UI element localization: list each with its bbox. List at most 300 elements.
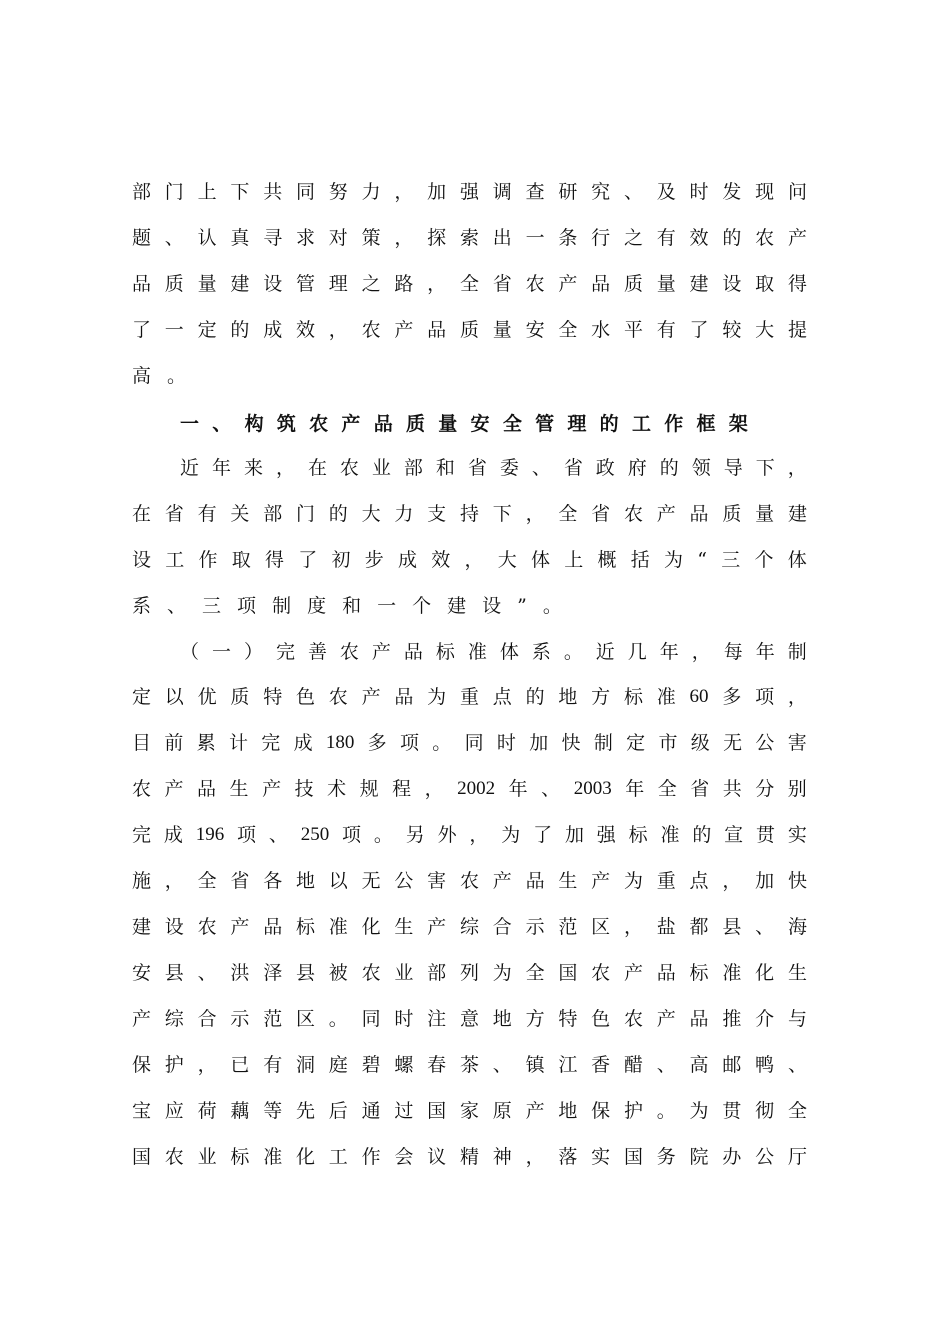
text-glyph: 术 [327, 778, 347, 800]
text-glyph: 以 [328, 870, 348, 892]
text-glyph: 生 [229, 778, 249, 800]
text-glyph: 准 [660, 824, 680, 846]
text-glyph: ， [164, 870, 184, 892]
text-glyph: 保 [132, 1054, 152, 1076]
text-glyph: 现 [755, 181, 775, 203]
body-text-line [132, 591, 807, 621]
text-glyph: 2003 [573, 778, 612, 799]
text-glyph: 较 [722, 319, 742, 341]
text-glyph: 强 [596, 824, 616, 846]
text-glyph: ， [427, 273, 447, 295]
text-glyph: 制 [272, 595, 292, 617]
text-glyph: 筑 [276, 412, 296, 435]
text-glyph: 农 [309, 412, 329, 435]
text-glyph: 认 [197, 227, 217, 249]
text-glyph: 大 [497, 549, 517, 571]
text-glyph: 化 [755, 962, 775, 984]
text-glyph: 农 [459, 870, 479, 892]
text-glyph: 为 [664, 549, 684, 571]
text-glyph: 部 [263, 503, 283, 525]
text-glyph: 实 [591, 1146, 611, 1168]
text-glyph: 先 [295, 1100, 315, 1122]
text-glyph: 查 [525, 181, 545, 203]
text-glyph: 产 [361, 686, 381, 708]
text-glyph: 门 [164, 181, 184, 203]
text-glyph: 力 [394, 503, 414, 525]
text-glyph: 螺 [394, 1054, 414, 1076]
text-glyph: 别 [787, 778, 807, 800]
text-glyph: 产 [341, 412, 361, 435]
text-glyph: 每 [723, 641, 743, 663]
text-glyph: 成 [398, 549, 418, 571]
text-glyph: ， [787, 457, 807, 479]
text-glyph: 求 [295, 227, 315, 249]
text-glyph: 地 [295, 870, 315, 892]
text-glyph: 原 [492, 1100, 512, 1122]
text-glyph: 被 [328, 962, 348, 984]
text-glyph: 高 [689, 1054, 709, 1076]
text-glyph: 农 [623, 503, 643, 525]
text-glyph: 探 [427, 227, 447, 249]
text-glyph: 和 [435, 457, 455, 479]
text-glyph: 生 [787, 962, 807, 984]
text-glyph: 成 [263, 319, 283, 341]
text-glyph: 标 [623, 686, 643, 708]
text-glyph: 落 [558, 1146, 578, 1168]
text-glyph: 产 [164, 778, 184, 800]
text-glyph: 品 [525, 870, 545, 892]
text-glyph: 个 [412, 595, 432, 617]
text-glyph: 国 [427, 1100, 447, 1122]
text-glyph: 意 [459, 1008, 479, 1030]
text-glyph: 庭 [328, 1054, 348, 1076]
text-glyph: 下 [230, 181, 250, 203]
text-glyph: 综 [164, 1008, 184, 1030]
text-glyph: 一 [164, 319, 184, 341]
text-glyph: 推 [722, 1008, 742, 1030]
text-glyph: 效 [295, 319, 315, 341]
text-glyph: 2002 [457, 778, 496, 799]
text-glyph: 各 [263, 870, 283, 892]
text-glyph: 定 [626, 732, 646, 754]
text-glyph: ， [525, 1146, 545, 1168]
text-glyph: 理 [328, 273, 348, 295]
text-glyph: ， [424, 778, 444, 800]
text-glyph: ， [464, 549, 484, 571]
text-glyph: 、 [212, 412, 232, 435]
text-glyph: 质 [459, 319, 479, 341]
text-glyph: 综 [459, 916, 479, 938]
text-glyph: 为 [623, 870, 643, 892]
text-glyph: 工 [631, 412, 651, 435]
text-glyph: 品 [403, 641, 423, 663]
text-glyph: 邮 [722, 1054, 742, 1076]
text-glyph: 神 [492, 1146, 512, 1168]
text-glyph: 介 [755, 1008, 775, 1030]
text-glyph: 管 [535, 412, 555, 435]
text-glyph: 地 [558, 686, 578, 708]
text-glyph: 家 [459, 1100, 479, 1122]
text-glyph: 之 [623, 227, 643, 249]
body-text-line [132, 1096, 807, 1126]
text-glyph: 力 [361, 181, 381, 203]
text-glyph: 公 [755, 1146, 775, 1168]
text-glyph: 快 [787, 870, 807, 892]
text-glyph: ， [197, 1054, 217, 1076]
text-glyph: ” [517, 595, 527, 617]
text-glyph: 全 [657, 778, 677, 800]
text-glyph: 、 [531, 457, 551, 479]
text-glyph: 下 [755, 457, 775, 479]
text-glyph: 国 [558, 962, 578, 984]
text-glyph: 设 [164, 916, 184, 938]
text-glyph: 效 [689, 227, 709, 249]
text-glyph: 产 [132, 1008, 152, 1030]
text-glyph: 善 [307, 641, 327, 663]
text-glyph: 制 [593, 732, 613, 754]
text-glyph: 品 [591, 273, 611, 295]
text-glyph: 体 [499, 641, 519, 663]
text-glyph: 农 [361, 319, 381, 341]
text-glyph: ， [787, 686, 807, 708]
text-glyph: 产 [623, 962, 643, 984]
text-glyph: 一 [180, 412, 200, 435]
text-glyph: 水 [591, 319, 611, 341]
text-glyph: 、 [167, 595, 187, 617]
text-glyph: 为 [492, 962, 512, 984]
text-glyph: 部 [403, 457, 423, 479]
text-glyph: 重 [656, 870, 676, 892]
text-glyph: 品 [263, 916, 283, 938]
text-glyph: 量 [197, 273, 217, 295]
text-glyph: 。 [373, 824, 393, 846]
text-glyph: 上 [564, 549, 584, 571]
text-glyph: 、 [656, 1054, 676, 1076]
text-glyph: 县 [295, 962, 315, 984]
text-glyph: 研 [558, 181, 578, 203]
text-glyph: 品 [656, 962, 676, 984]
text-glyph: 时 [689, 181, 709, 203]
text-glyph: 全 [525, 962, 545, 984]
text-glyph: 、 [197, 962, 217, 984]
text-glyph: 品 [689, 503, 709, 525]
text-glyph: 品 [689, 1008, 709, 1030]
text-glyph: 180 [325, 732, 355, 753]
text-glyph: 省 [492, 273, 512, 295]
text-glyph: 体 [531, 549, 551, 571]
text-glyph: 有 [656, 319, 676, 341]
text-glyph: 质 [623, 273, 643, 295]
text-glyph: 年 [659, 641, 679, 663]
text-glyph: 都 [689, 916, 709, 938]
text-glyph: 定 [197, 319, 217, 341]
text-glyph: （ [180, 641, 200, 663]
text-glyph: 构 [244, 412, 264, 435]
text-glyph: 护 [623, 1100, 643, 1122]
text-glyph: 地 [492, 1008, 512, 1030]
text-glyph: 范 [558, 916, 578, 938]
text-glyph: 架 [728, 412, 748, 435]
text-glyph: 对 [328, 227, 348, 249]
text-glyph: 产 [371, 641, 391, 663]
text-glyph: 寻 [263, 227, 283, 249]
text-glyph: 公 [755, 732, 775, 754]
text-glyph: 全 [558, 319, 578, 341]
text-glyph: 产 [558, 273, 578, 295]
text-glyph: 条 [558, 227, 578, 249]
text-glyph: 贯 [756, 824, 776, 846]
text-glyph: 安 [525, 319, 545, 341]
text-glyph: 省 [563, 457, 583, 479]
text-glyph: ， [525, 503, 545, 525]
text-glyph: 质 [164, 273, 184, 295]
text-glyph: 生 [394, 916, 414, 938]
text-glyph: 一 [211, 641, 231, 663]
text-glyph: 保 [591, 1100, 611, 1122]
text-glyph: 全 [502, 412, 522, 435]
text-glyph: 度 [307, 595, 327, 617]
text-glyph: 路 [394, 273, 414, 295]
text-glyph: 办 [722, 1146, 742, 1168]
text-glyph: 范 [263, 1008, 283, 1030]
text-glyph: 技 [294, 778, 314, 800]
text-glyph: 省 [164, 503, 184, 525]
text-glyph: 共 [722, 778, 742, 800]
text-glyph: 另 [405, 824, 425, 846]
text-glyph: 设 [132, 549, 152, 571]
text-glyph: 农 [361, 962, 381, 984]
text-glyph: 省 [591, 503, 611, 525]
text-glyph: 的 [659, 457, 679, 479]
text-glyph: 框 [696, 412, 716, 435]
text-glyph: 时 [496, 732, 516, 754]
text-glyph: 地 [558, 1100, 578, 1122]
text-glyph: 三 [202, 595, 222, 617]
text-glyph: 等 [263, 1100, 283, 1122]
text-glyph: 特 [263, 686, 283, 708]
text-glyph: 安 [470, 412, 490, 435]
text-glyph: 农 [339, 641, 359, 663]
text-glyph: 分 [755, 778, 775, 800]
text-glyph: 高 [132, 365, 152, 387]
text-glyph: 努 [328, 181, 348, 203]
text-glyph: 农 [623, 1008, 643, 1030]
text-glyph: 碧 [361, 1054, 381, 1076]
text-glyph: 一 [525, 227, 545, 249]
text-glyph: 近 [595, 641, 615, 663]
text-glyph: 重 [459, 686, 479, 708]
text-glyph: 标 [435, 641, 455, 663]
text-glyph: 合 [492, 916, 512, 938]
text-glyph: 加 [755, 870, 775, 892]
text-glyph: 设 [722, 273, 742, 295]
text-glyph: 江 [558, 1054, 578, 1076]
text-glyph: 色 [591, 1008, 611, 1030]
text-glyph: 成 [293, 732, 313, 754]
text-glyph: 标 [689, 962, 709, 984]
text-glyph: 无 [723, 732, 743, 754]
body-text-line [132, 728, 807, 758]
text-glyph: 同 [464, 732, 484, 754]
text-glyph: 真 [230, 227, 250, 249]
text-glyph: 合 [197, 1008, 217, 1030]
text-glyph: 的 [525, 686, 545, 708]
text-glyph: 、 [268, 824, 288, 846]
text-glyph: 设 [263, 273, 283, 295]
text-glyph: 鸭 [755, 1054, 775, 1076]
text-glyph: 初 [331, 549, 351, 571]
text-glyph: 在 [307, 457, 327, 479]
text-glyph: ， [394, 227, 414, 249]
text-glyph: 业 [197, 1146, 217, 1168]
text-glyph: 250 [300, 824, 330, 845]
text-glyph: 委 [499, 457, 519, 479]
text-glyph: 害 [427, 870, 447, 892]
text-glyph: 大 [755, 319, 775, 341]
text-glyph: ， [328, 319, 348, 341]
text-glyph: 作 [664, 412, 684, 435]
text-glyph: 后 [328, 1100, 348, 1122]
text-glyph: 化 [361, 916, 381, 938]
text-glyph: 质 [230, 686, 250, 708]
text-glyph: 作 [361, 1146, 381, 1168]
text-glyph: 务 [656, 1146, 676, 1168]
text-glyph: 项 [755, 686, 775, 708]
text-glyph: 有 [197, 503, 217, 525]
text-glyph: 支 [427, 503, 447, 525]
text-glyph: 持 [459, 503, 479, 525]
text-glyph: 护 [164, 1054, 184, 1076]
text-glyph: 建 [230, 273, 250, 295]
text-glyph: 产 [525, 1100, 545, 1122]
text-glyph: 安 [132, 962, 152, 984]
text-glyph: 关 [230, 503, 250, 525]
text-glyph: 级 [690, 732, 710, 754]
text-glyph: 完 [132, 824, 152, 846]
text-glyph: 彻 [755, 1100, 775, 1122]
text-glyph: 体 [787, 549, 807, 571]
text-glyph: 程 [392, 778, 412, 800]
text-glyph: 196 [195, 824, 225, 845]
text-glyph: 项 [342, 824, 362, 846]
text-glyph: 定 [132, 686, 152, 708]
text-glyph: 国 [132, 1146, 152, 1168]
text-glyph: 外 [437, 824, 457, 846]
text-glyph: ， [469, 824, 489, 846]
text-glyph: 之 [361, 273, 381, 295]
text-glyph: 泽 [263, 962, 283, 984]
text-glyph: 项 [237, 824, 257, 846]
text-glyph: 累 [196, 732, 216, 754]
text-glyph: 强 [459, 181, 479, 203]
text-glyph: ， [394, 181, 414, 203]
text-glyph: ， [691, 641, 711, 663]
text-glyph: 茶 [459, 1054, 479, 1076]
text-glyph: 同 [361, 1008, 381, 1030]
text-glyph: 优 [197, 686, 217, 708]
text-glyph: 加 [427, 181, 447, 203]
text-glyph: 省 [230, 870, 250, 892]
text-glyph: 洞 [295, 1054, 315, 1076]
text-glyph: 品 [132, 273, 152, 295]
text-glyph: 时 [394, 1008, 414, 1030]
text-glyph: 标 [628, 824, 648, 846]
text-glyph: 领 [691, 457, 711, 479]
text-glyph: 理 [567, 412, 587, 435]
text-glyph: 标 [295, 916, 315, 938]
text-glyph: 工 [165, 549, 185, 571]
text-glyph: 多 [367, 732, 387, 754]
text-glyph: 完 [275, 641, 295, 663]
text-glyph: 全 [787, 1100, 807, 1122]
text-glyph: 共 [263, 181, 283, 203]
text-glyph: 藕 [230, 1100, 250, 1122]
body-text-line [132, 499, 807, 529]
text-glyph: 量 [492, 319, 512, 341]
text-glyph: 农 [197, 916, 217, 938]
text-glyph: 了 [533, 824, 553, 846]
body-text-line [132, 1142, 807, 1172]
text-glyph: 无 [361, 870, 381, 892]
text-glyph: 生 [558, 870, 578, 892]
text-glyph: 全 [558, 503, 578, 525]
text-glyph: 和 [342, 595, 362, 617]
text-glyph: 调 [492, 181, 512, 203]
text-glyph: 品 [394, 686, 414, 708]
text-glyph: 已 [230, 1054, 250, 1076]
text-glyph: 行 [591, 227, 611, 249]
text-glyph: 县 [722, 916, 742, 938]
text-glyph: 及 [656, 181, 676, 203]
text-glyph: 准 [263, 1146, 283, 1168]
body-text-line [180, 637, 807, 667]
body-text-line [132, 361, 807, 391]
text-glyph: 前 [164, 732, 184, 754]
text-glyph: 列 [459, 962, 479, 984]
text-glyph: 有 [656, 227, 676, 249]
text-glyph: 。 [656, 1100, 676, 1122]
text-glyph: 品 [197, 778, 217, 800]
text-glyph: 全 [459, 273, 479, 295]
text-glyph: 部 [427, 962, 447, 984]
text-glyph: 规 [359, 778, 379, 800]
text-glyph: 产 [427, 916, 447, 938]
text-glyph: 一 [377, 595, 397, 617]
text-glyph: 近 [180, 457, 200, 479]
text-glyph: 为 [501, 824, 521, 846]
text-glyph: 导 [723, 457, 743, 479]
text-glyph: 下 [492, 503, 512, 525]
text-glyph: 点 [689, 870, 709, 892]
text-glyph: 产 [656, 503, 676, 525]
text-glyph: 产 [656, 1008, 676, 1030]
text-glyph: 得 [265, 549, 285, 571]
text-glyph: 。 [328, 1008, 348, 1030]
text-glyph: 的 [722, 227, 742, 249]
text-glyph: 括 [630, 549, 650, 571]
text-glyph: 农 [755, 227, 775, 249]
text-glyph: 的 [692, 824, 712, 846]
text-glyph: 完 [261, 732, 281, 754]
body-text-line [132, 177, 807, 207]
text-glyph: 建 [689, 273, 709, 295]
body-text-line [132, 223, 807, 253]
text-glyph: 的 [230, 319, 250, 341]
text-glyph: 步 [364, 549, 384, 571]
text-glyph: 、 [787, 1054, 807, 1076]
text-glyph: 加 [529, 732, 549, 754]
text-glyph: 。 [563, 641, 583, 663]
